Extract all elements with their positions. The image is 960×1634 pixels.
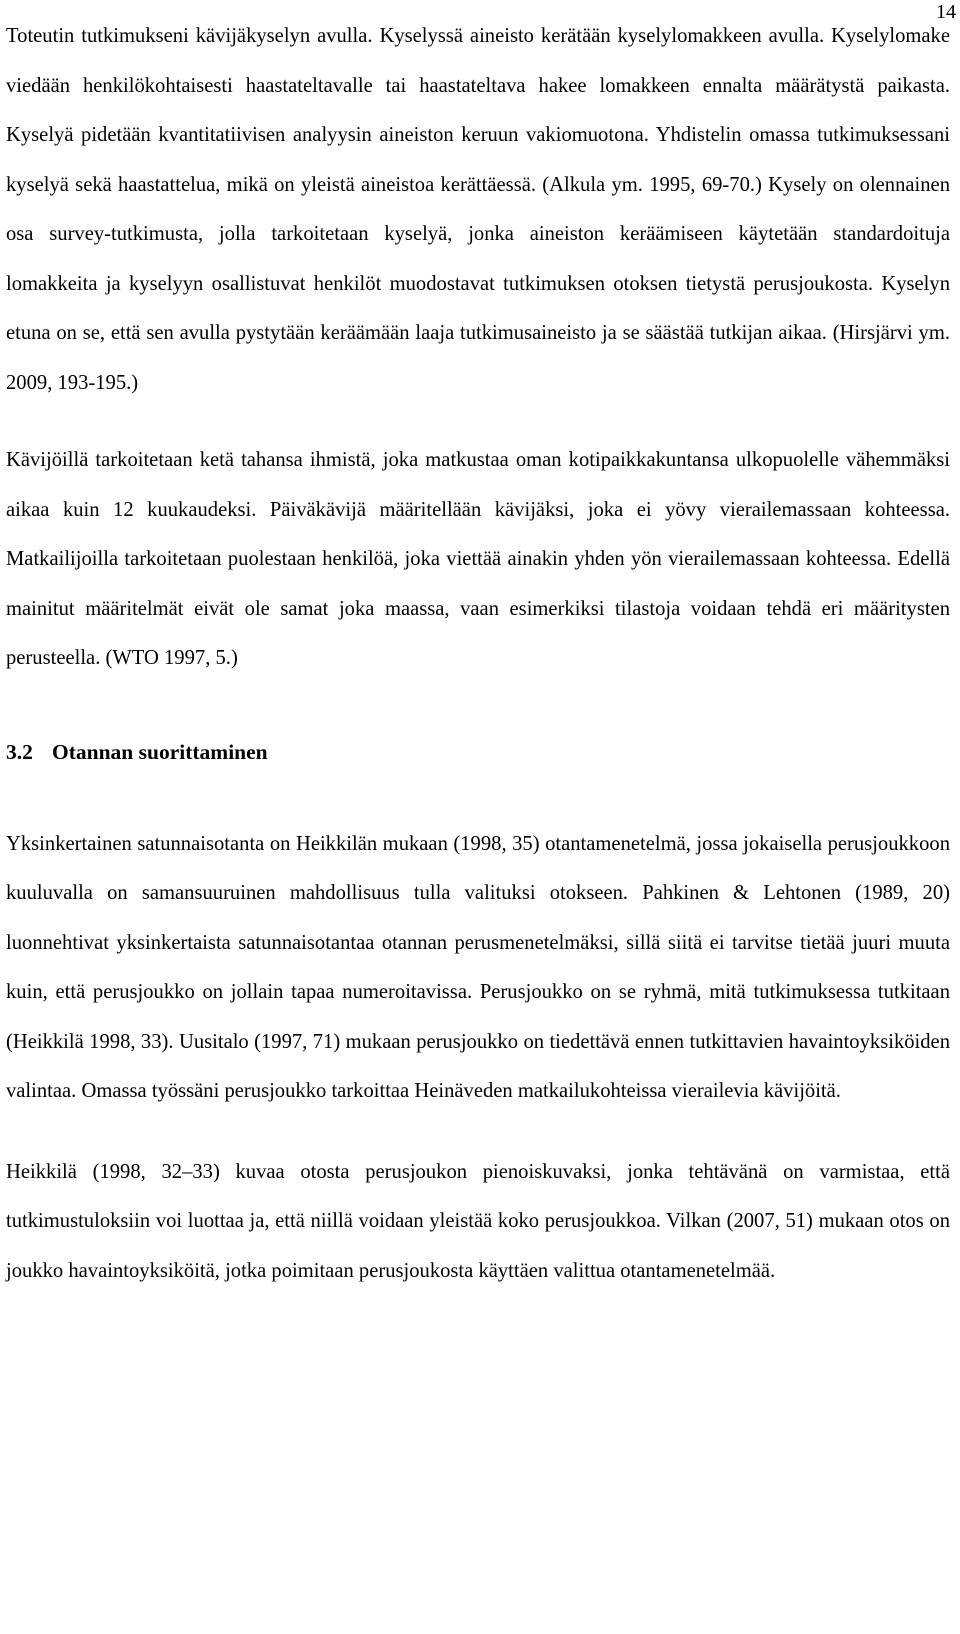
page-number: 14: [936, 1, 956, 23]
paragraph-visitor-definition: Kävijöillä tarkoitetaan ketä tahansa ihmistä, joka matkustaa oman kotipaikkakuntansa ulkopuolelle vähemmäksi aikaa kuin 12 kuukaudeksi. Päiväkävijä määritellään kävijäksi, joka ei yövy vierailemassaan kohteessa. Matkailijoilla tarkoitetaan puolestaan henkilöä, joka viettää ainakin yhden yön vierailemassaan kohteessa. Edellä mainitut määritelmät eivät ole samat joka maassa, vaan esimerkiksi tilastoja voidaan tehdä eri määritysten perusteella. (WTO 1997, 5.): [6, 449, 950, 669]
paragraph-sample-definition: Heikkilä (1998, 32–33) kuvaa otosta perusjoukon pienoiskuvaksi, jonka tehtävänä on varmistaa, että tutkimustuloksiin voi luottaa ja, että niillä voidaan yleistää koko perusjoukkoa. Vilkan (2007, 51) mukaan otos on joukko havaintoyksiköitä, jotka poimitaan perusjoukosta käyttäen valittua otantamenetelmää.: [6, 1160, 950, 1282]
paragraph-survey-method: Toteutin tutkimukseni kävijäkyselyn avulla. Kyselyssä aineisto kerätään kyselylomakkeen avulla. Kyselylomake viedään henkilökohtaisesti haastateltavalle tai haastateltava hakee lomakkeen ennalta määrätystä paikasta. Kyselyä pidetään kvantitatiivisen analyysin aineiston keruun vakiomuotona. Yhdistelin omassa tutkimuksessani kyselyä sekä haastattelua, mikä on yleistä aineistoa kerättäessä. (Alkula ym. 1995, 69-70.) Kysely on olennainen osa survey-tutkimusta, jolla tarkoitetaan kyselyä, jonka aineiston keräämiseen käytetään standardoituja lomakkeita ja kyselyyn osallistuvat henkilöt muodostavat tutkimuksen otoksen tietystä perusjoukosta. Kyselyn etuna on se, että sen avulla pystytään keräämään laaja tutkimusaineisto ja se säästää tutkijan aikaa. (Hirsjärvi ym. 2009, 193-195.): [6, 25, 950, 394]
section-number: 3.2: [6, 739, 33, 764]
paragraph-random-sampling: Yksinkertainen satunnaisotanta on Heikkilän mukaan (1998, 35) otantamenetelmä, jossa jokaisella perusjoukkoon kuuluvalla on samansuuruinen mahdollisuus tulla valituksi otokseen. Pahkinen & Lehtonen (1989, 20) luonnehtivat yksinkertaista satunnaisotantaa otannan perusmenetelmäksi, sillä siitä ei tarvitse tietää juuri muuta kuin, että perusjoukko on jollain tapaa numeroitavissa. Perusjoukko on se ryhmä, mitä tutkimuksessa tutkitaan (Heikkilä 1998, 33). Uusitalo (1997, 71) mukaan perusjoukko on tiedettävä ennen tutkittavien havaintoyksiköiden valintaa. Omassa työssäni perusjoukko tarkoittaa Heinäveden matkailukohteissa vierailevia kävijöitä.: [6, 832, 950, 1102]
section-title: Otannan suorittaminen: [52, 739, 268, 764]
document-body: [6, 12, 950, 1296]
section-heading: [6, 737, 950, 767]
